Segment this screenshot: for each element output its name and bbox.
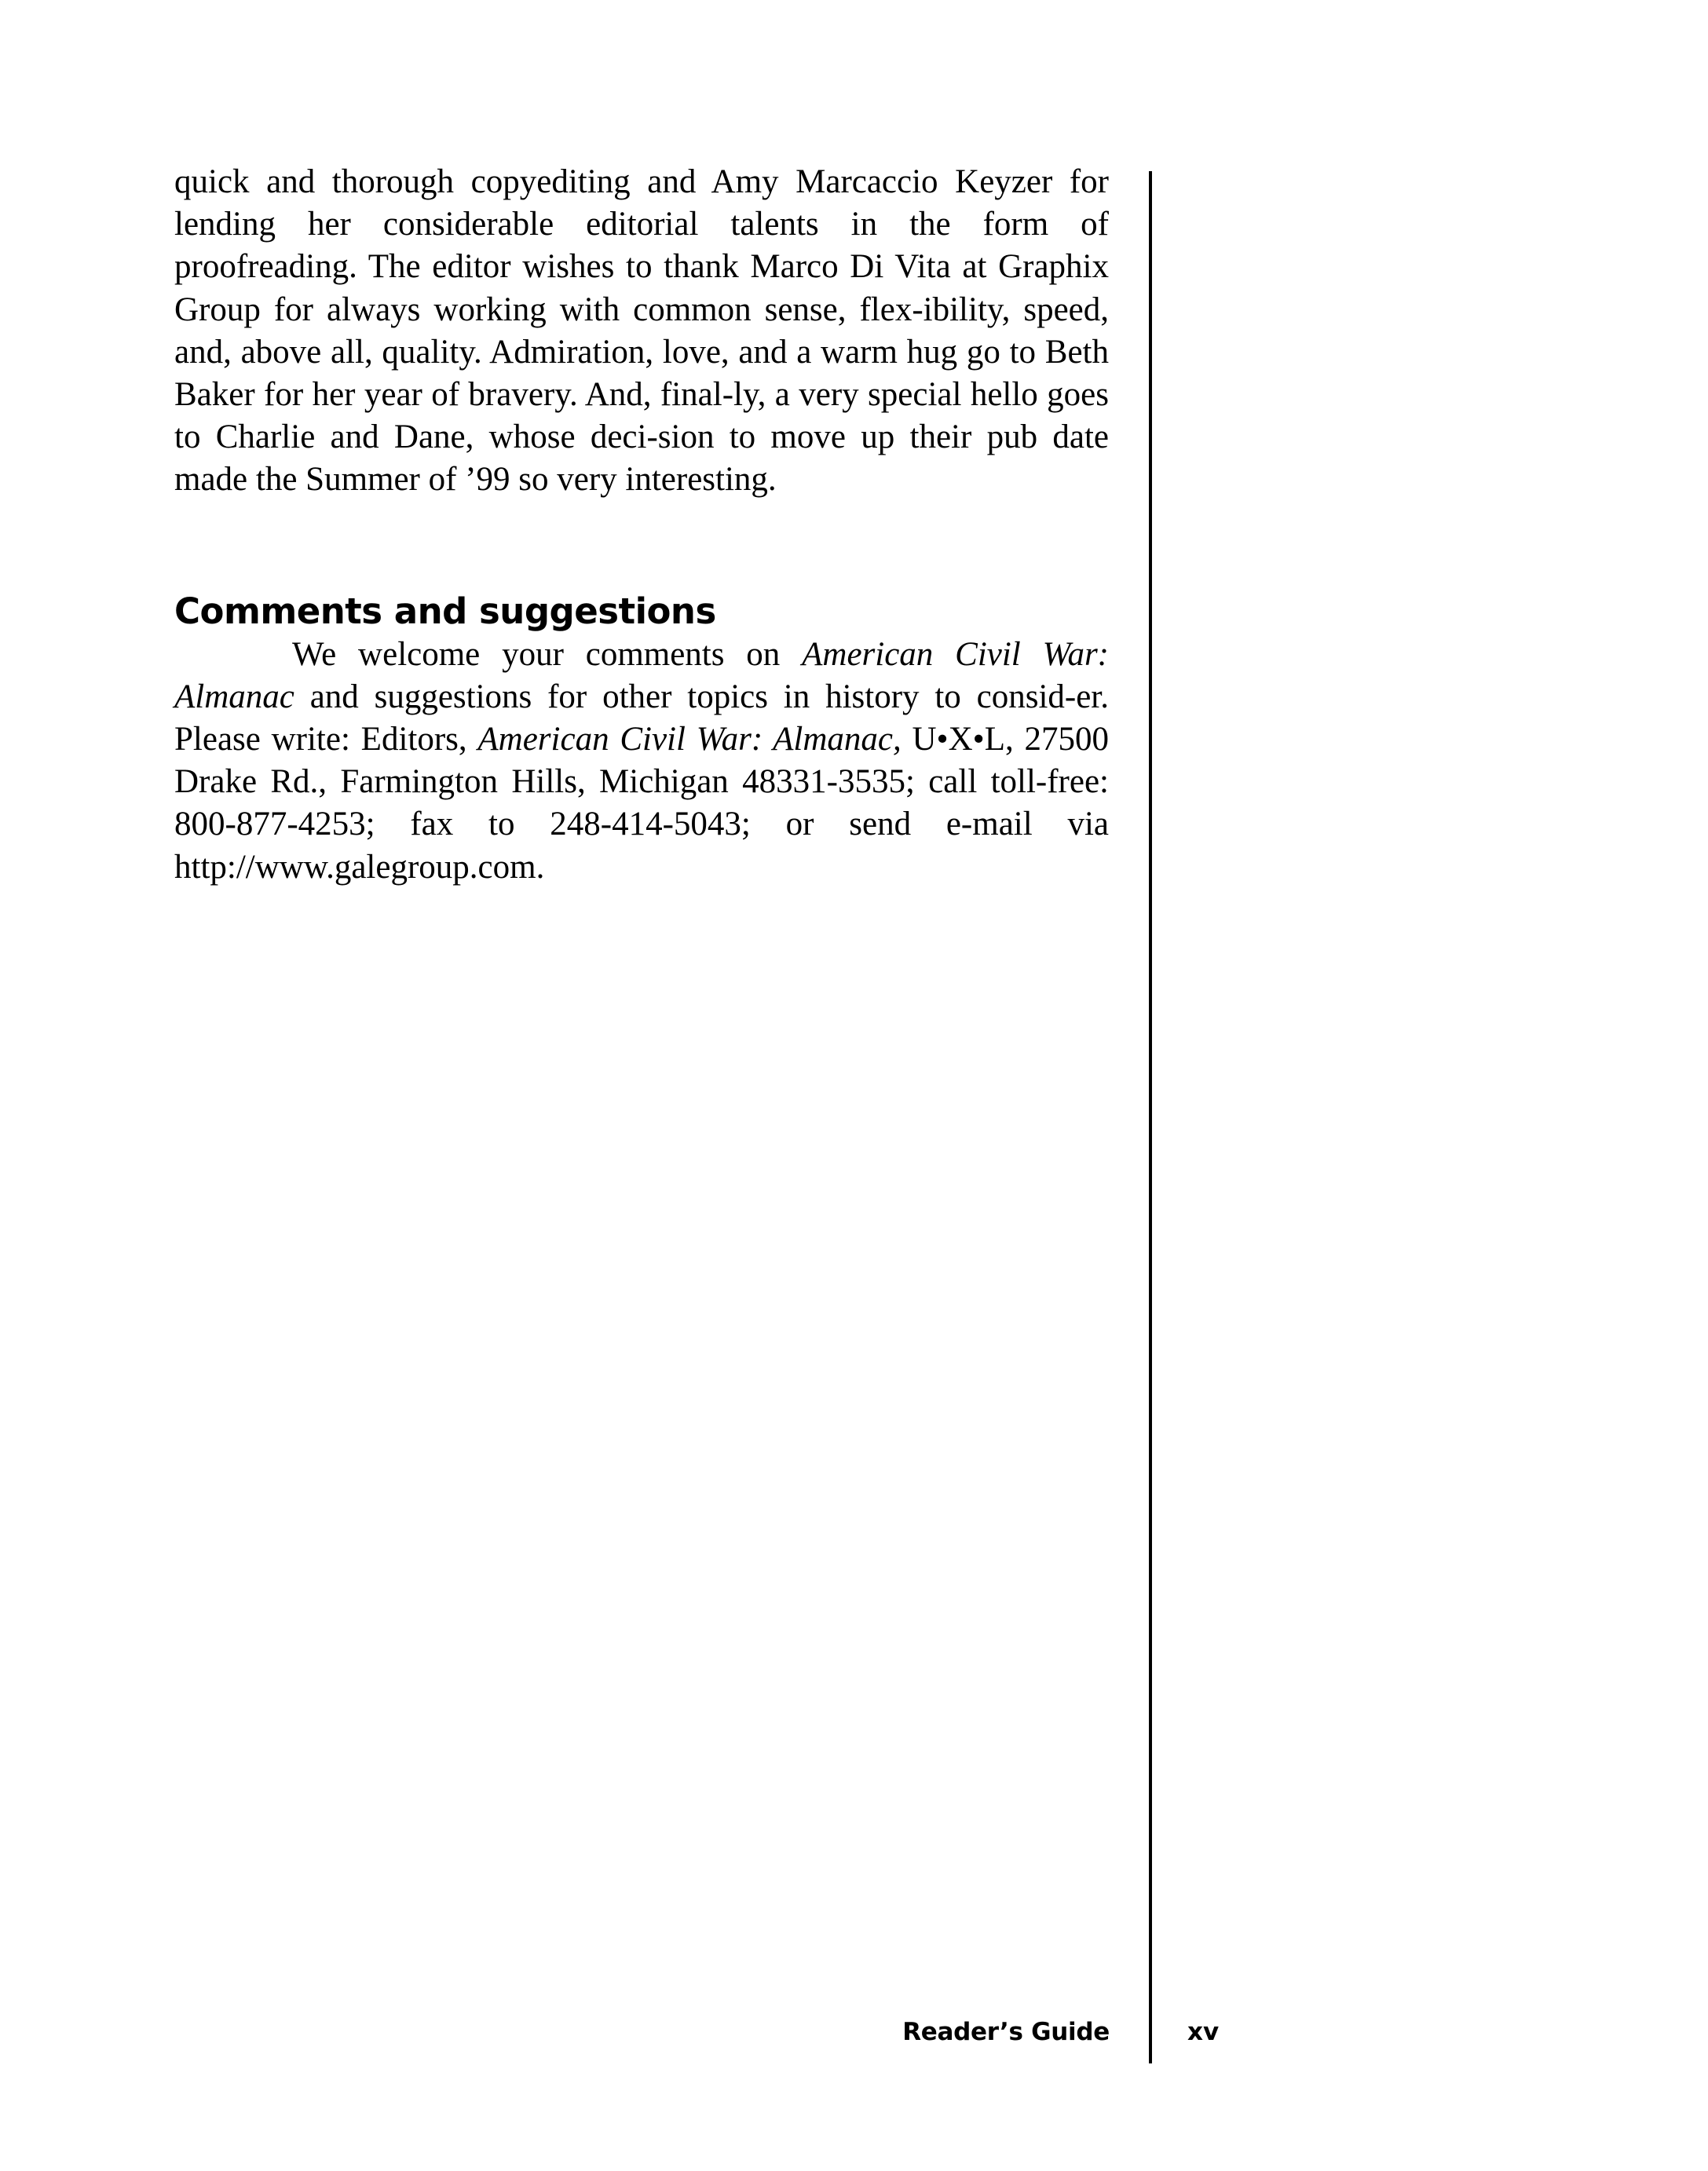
page-number: xv: [1187, 2018, 1220, 2046]
footer-section-label: Reader’s Guide: [902, 2018, 1110, 2046]
text-column: [174, 161, 1109, 889]
section-heading-comments: Comments and suggestions: [174, 590, 716, 632]
comments-text-run-1: We welcome your comments on: [292, 635, 803, 673]
acknowledgments-paragraph: quick and thorough copyediting and Amy Marcaccio Keyzer for lending her considerable editorial talents in the form of proofreading. The editor wishes to thank Marco Di Vita at Graphix Group for always working with common sense, flex-ibility, speed, and, above all, quality. Admiration, love, and a warm hug go to Beth Baker for her year of bravery. And, final-ly, a very special hello goes to Charlie and Dane, whose deci-sion to move up their pub date made the Summer of ’99 so very interesting.: [174, 163, 1109, 499]
vertical-margin-rule: [1149, 171, 1152, 2063]
book-title-italic: American Civil War: Almanac: [174, 635, 1109, 715]
comments-paragraph: [174, 634, 1109, 889]
comments-text-run-3: U•X•L, 27500 Drake Rd., Farmington Hills, Michigan 48331-3535; call toll-free: 800-877-4253; fax to 248-414-5043; or send e-mail via http://www.galegroup.com.: [174, 721, 1109, 886]
book-title-italic-2: American Civil War: Almanac,: [477, 721, 902, 758]
comments-text-run-2: and suggestions for other topics in history to consid-er. Please write: Editors,: [174, 678, 1109, 758]
